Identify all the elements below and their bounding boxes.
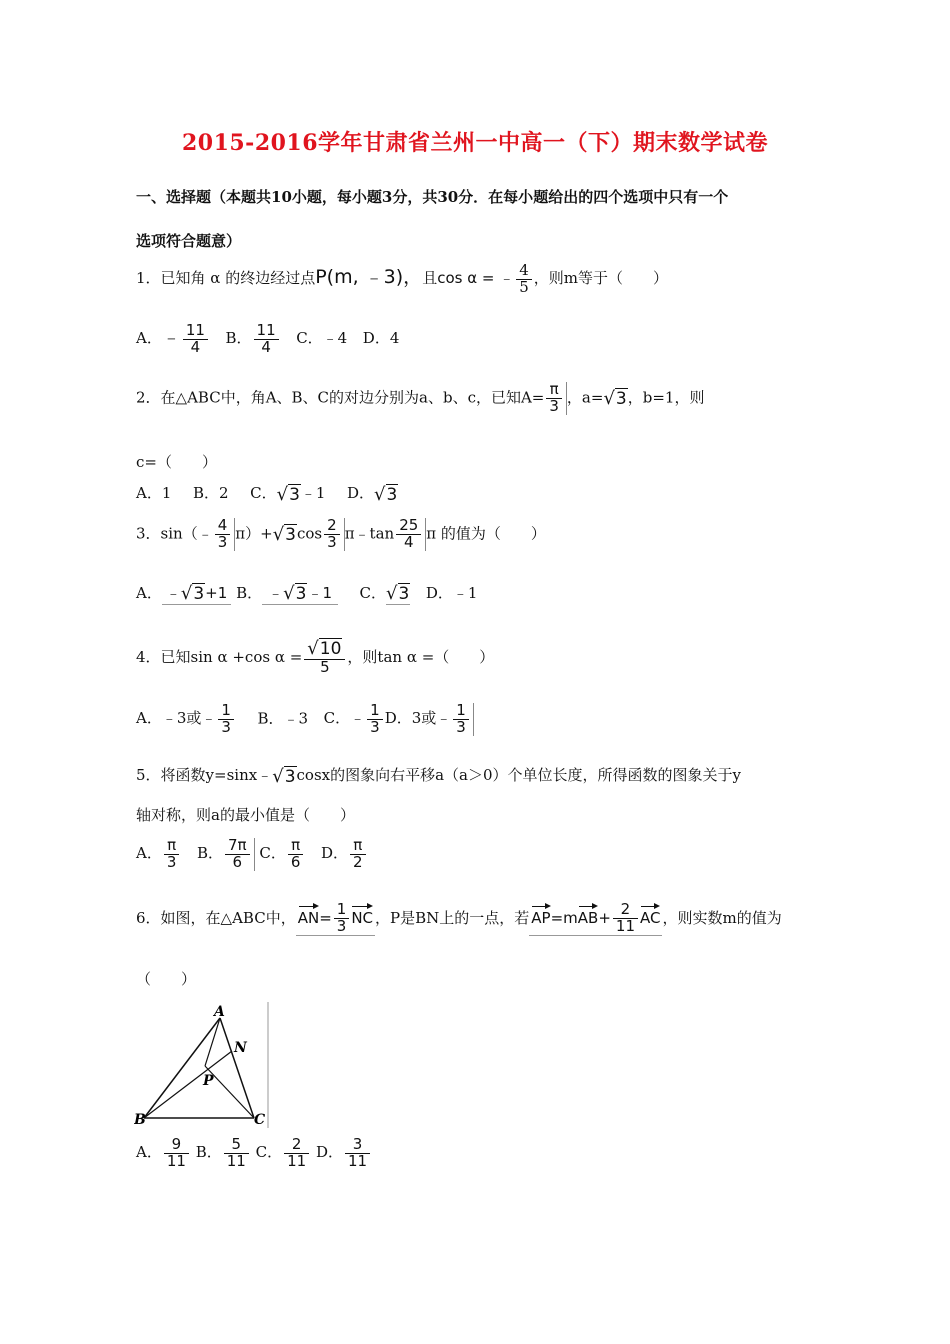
q6-option-a: A． $\frac{9}{11}$ xyxy=(136,1143,191,1161)
q4-option-c: C．﹣ $\frac{1}{3}$ xyxy=(324,709,385,727)
label-a: A xyxy=(214,1004,225,1020)
q2-options xyxy=(136,482,398,505)
q2-angle-fraction: $\frac{\pi}{3}$ xyxy=(546,382,562,415)
q2-sqrt: √3 xyxy=(603,387,627,409)
q6-stem-cont: （ ） xyxy=(136,970,197,988)
q2-option-b: B．2 xyxy=(192,484,229,502)
vector-an: AN xyxy=(298,904,319,927)
q3-option-a: A． ﹣√3+1 xyxy=(136,584,231,602)
triangle-figure xyxy=(134,1000,274,1132)
q2-option-c: C．√3﹣1 xyxy=(250,483,326,505)
question-1 xyxy=(136,262,668,295)
q4-option-b: B．﹣3 xyxy=(257,709,309,728)
question-4: 4．已知sin α +cos α = $\frac{√10}{5}$ ，则tan α =（ ） xyxy=(136,638,495,676)
q6-options xyxy=(136,1137,372,1170)
q1-point: P(m, ﹣3)， xyxy=(315,266,423,288)
q2-option-a: A．1 xyxy=(136,484,172,502)
label-b: B xyxy=(134,1112,146,1128)
q1-stem: 1．已知角 α 的终边经过点 xyxy=(136,269,316,287)
label-p: P xyxy=(203,1073,214,1089)
q4-fraction: $\frac{√10}{5}$ xyxy=(304,640,345,676)
q1-option-d: D．4 xyxy=(362,329,400,347)
q5-option-a: A． $\frac{\pi}{3}$ xyxy=(136,844,181,862)
q6-option-c: C． $\frac{2}{11}$ xyxy=(256,1143,312,1161)
section-heading: 一、选择题（本题共10小题，每小题3分，共30分．在每小题给出的四个选项中只有一个 xyxy=(136,188,729,206)
q1-options xyxy=(136,322,399,355)
question-5: 5．将函数y=sinx﹣√3cosx的图象向右平移a（a＞0）个单位长度，所得函数的图象关于y xyxy=(136,765,742,787)
question-6: 6．如图，在△ABC中， AN= $\frac{1}{3}$ NC ，P是BN上的一点，若 AP=mAB+ $\frac{2}{11}$ AC ，则实数m的值为 xyxy=(136,900,782,935)
q2-option-d: D．√3 xyxy=(347,483,398,505)
q5-option-c: C． $\frac{\pi}{6}$ xyxy=(259,844,305,862)
q1-qie: 且 xyxy=(422,269,438,287)
vector-ac: AC xyxy=(640,904,660,927)
question-2: 2．在△ABC中，角A、B、C的对边分别为a、b、c，已知A= $\frac{\pi}{3}$ ，a=√3，b=1，则 xyxy=(136,380,705,415)
q6-option-b: B． $\frac{5}{11}$ xyxy=(196,1143,251,1161)
question-3: 3．sin（﹣ $\frac{4}{3}$ π）+√3cos $\frac{2}{3}$ π﹣tan $\frac{25}{4}$ π 的值为（ ） xyxy=(136,516,546,551)
q4-option-d: D．3或﹣ $\frac{1}{3}$ xyxy=(385,709,474,727)
page-title: 2015-2016学年甘肃省兰州一中高一（下）期末数学试卷 xyxy=(181,130,769,156)
q1-fraction: $\frac{4}{5}$ xyxy=(516,263,532,296)
vector-ab: AB xyxy=(578,904,599,927)
q1-option-c: C．﹣4 xyxy=(296,329,348,347)
q5-options xyxy=(136,838,368,871)
q1-option-a: A．﹣ $\frac{11}{4}$ xyxy=(136,329,210,347)
q4-option-a: A．﹣3或﹣ $\frac{1}{3}$ xyxy=(136,709,236,727)
q1-cos: cos α = ﹣ xyxy=(437,269,515,287)
q3-option-c: C．√3 xyxy=(359,583,410,604)
q3-option-d: D．﹣1 xyxy=(425,584,478,602)
q3-options xyxy=(136,582,477,605)
vector-ap: AP xyxy=(531,904,550,927)
vector-nc: NC xyxy=(351,904,373,927)
q4-options xyxy=(136,703,474,736)
label-c: C xyxy=(254,1112,266,1128)
label-n: N xyxy=(234,1040,247,1056)
q3-option-b: B． ﹣√3﹣1 xyxy=(236,584,338,602)
q5-option-d: D． $\frac{\pi}{2}$ xyxy=(321,844,368,862)
q1-tail: ，则m等于（ ） xyxy=(533,269,668,287)
q5-option-b: B． $\frac{7\pi}{6}$ xyxy=(197,844,255,862)
q5-stem-cont: 轴对称，则a的最小值是（ ） xyxy=(136,806,355,824)
q6-option-d: D． $\frac{3}{11}$ xyxy=(316,1143,372,1161)
section-heading-cont: 选项符合题意） xyxy=(136,232,242,250)
q2-stem-cont: c=（ ） xyxy=(136,453,217,471)
q1-option-b: B． $\frac{11}{4}$ xyxy=(226,329,281,347)
